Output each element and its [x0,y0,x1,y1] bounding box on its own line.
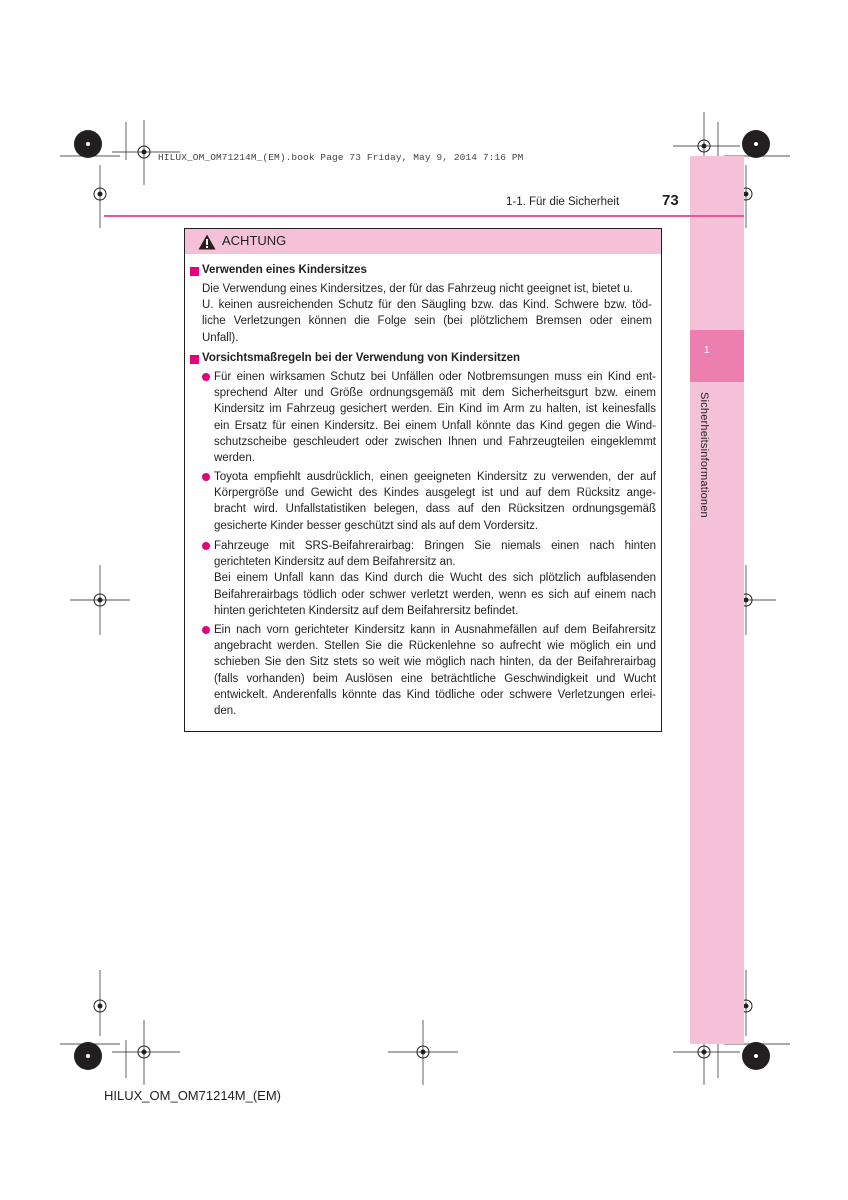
text-line: Für einen wirksamen Schutz bei Unfällen oder Notbremsungen muss ein Kind ent- [214,371,656,383]
text-line: Fahrzeuge mit SRS-Beifahrerairbag: Bringen Sie niemals einen nach hinten [214,540,656,552]
text-line: Beifahrerairbags tödlich oder schwer verletzt werden, wenn es sich auf einem nach [214,588,656,601]
chapter-number: 1 [704,345,710,356]
text-line: hinten gerichteten Kindersitz auf dem Beifahrersitz befindet. [214,604,519,617]
text-line: Bei einem Unfall kann das Kind durch die Wucht des sich plötzlich aufblasenden [214,572,656,585]
text-line: U. keinen ausreichenden Schutz für den Säugling bzw. das Kind. Schwere bzw. töd- [202,299,652,312]
text-line: bracht wird. Unfallstatistiken belegen, dass auf den Rücksitzen ordnungsgemäß [214,503,656,516]
text-line: werden. [214,451,255,464]
bullet-dot-icon [202,473,210,481]
text-line: gerichteten Kindersitz auf dem Beifahrersitz an. [214,556,456,569]
text-line: schutzscheibe geschleudert oder zwischen Ihnen und Fahrzeugteilen eingeklemmt [214,435,656,448]
text-line: schieben Sie den Sitz stets so weit wie möglich nach hinten, da der Beifahrerairbag [214,656,656,669]
warning-triangle-icon [198,234,216,250]
section-heading-child-seat: Verwenden eines Kindersitzes [202,264,367,276]
bullet-dot-icon [202,626,210,634]
bullet-paragraph [214,469,656,534]
text-line: den. [214,704,237,717]
section-paragraph [202,281,652,346]
text-line: (falls vorhanden) beim Auslösen eine beträchtliche Geschwindigkeit und Wucht [214,672,656,685]
text-line: liche Verletzungen können die Folge sein (bei plötzlichem Bremsen oder einem [202,315,652,328]
chapter-tab-active [690,330,744,382]
text-line: gesicherte Kinder besser geschützt sind als auf dem Vordersitz. [214,519,539,532]
text-line: angebracht werden. Stellen Sie die Rückenlehne so aufrecht wie möglich ein und [214,640,656,653]
text-line: Kindersitz im Fahrzeug gesichert werden. Ein Kind im Arm zu halten, ist keinesfalls [214,403,656,416]
warning-label: ACHTUNG [222,233,287,248]
text-line: Unfall). [202,331,239,344]
text-line: sprechend Alter und Größe ordnungsgemäß mit dem Sicherheitsgurt bzw. einem [214,387,656,400]
header-rule [104,215,744,217]
print-info: HILUX_OM_OM71214M_(EM).book Page 73 Friday, May 9, 2014 7:16 PM [158,152,524,163]
text-line: Ein nach vorn gerichteter Kindersitz kann in Ausnahmefällen auf dem Beifahrersitz [214,624,656,636]
bullet-dot-icon [202,373,210,381]
text-line: entwickelt. Anderenfalls könnte das Kind tödliche oder schwere Verletzungen erlei- [214,688,656,701]
section-title: 1-1. Für die Sicherheit [506,196,620,208]
page-number: 73 [662,192,679,209]
text-line: Toyota empfiehlt ausdrücklich, einen geeigneten Kindersitz zu verwenden, der auf [214,471,656,483]
bullet-paragraph [214,622,656,719]
bullet-paragraph [214,369,656,466]
section-heading-precautions: Vorsichtsmaßregeln bei der Verwendung von Kindersitzen [202,352,521,364]
text-line: ein Ersatz für einen Kindersitz. Bei einem Unfall könnte das Kind gegen die Wind- [214,419,656,432]
chapter-title: Sicherheitsinformationen [698,392,710,518]
footer-doc-id: HILUX_OM_OM71214M_(EM) [104,1088,281,1103]
section-bullet-icon [190,267,199,276]
bullet-dot-icon [202,542,210,550]
section-bullet-icon [190,355,199,364]
bullet-paragraph [214,538,656,619]
text-line: Körpergröße und Gewicht des Kindes ausgelegt ist und auf dem Rücksitz ange- [214,487,656,500]
text-line: Die Verwendung eines Kindersitzes, der für das Fahrzeug nicht geeignet ist, bietet u. [202,283,633,295]
chapter-side-tab [690,156,744,1044]
